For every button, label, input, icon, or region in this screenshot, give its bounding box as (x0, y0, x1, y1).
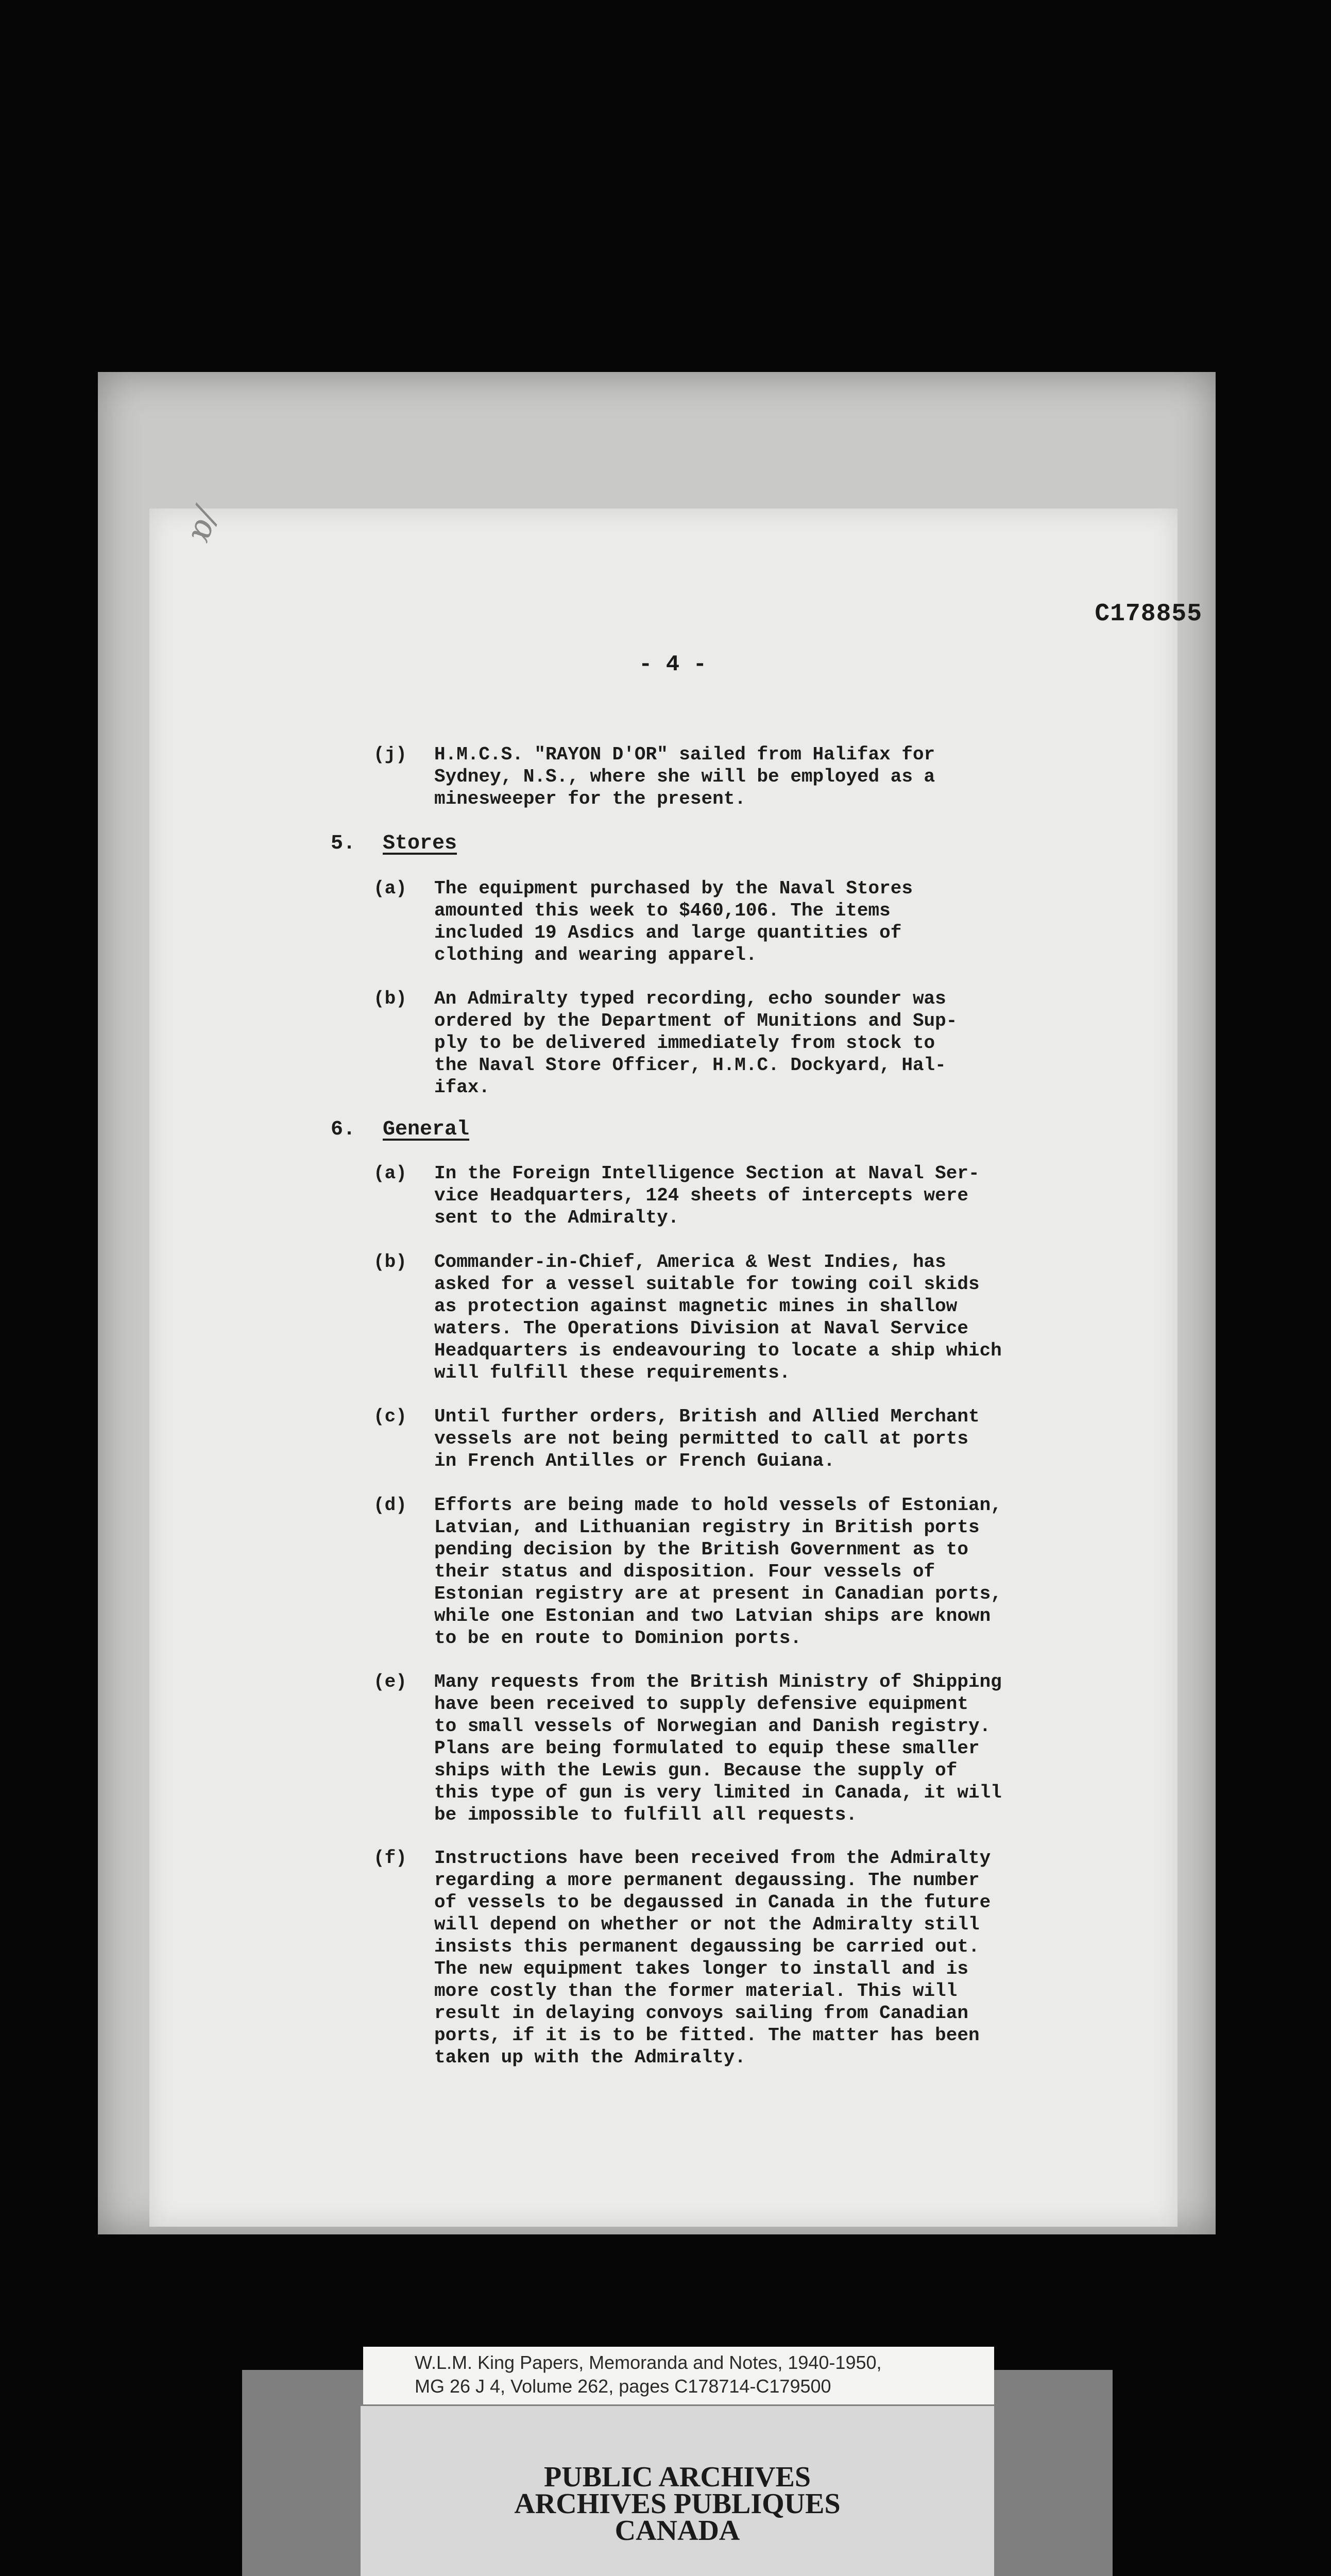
item-text-6c: Until further orders, British and Allied Merchant vessels are not being permitted to call at ports in French Antilles or French Guiana. (434, 1406, 980, 1471)
item-text-6f: Instructions have been received from the Admiralty regarding a more permanent degaussing. The number of vessels to be degaussed in Canada in the future will depend on whether or not the Admiralty still insists this permanent degaussing be carried out. The new equipment takes longer to install and is more costly than the former material. This will result in delaying convoys sailing from Canadian ports, if it is to be fitted. The matter has been taken up with the Admiralty. (434, 1848, 991, 2068)
handwritten-mark: ɒ/ (178, 502, 226, 548)
archive-reference-label (363, 2347, 994, 2404)
page-number: - 4 - (639, 652, 707, 677)
section-number-general: 6. (331, 1118, 356, 1141)
item-label-5b: (b) (373, 988, 407, 1009)
archive-label-line-2: MG 26 J 4, Volume 262, pages C178714-C179500 (415, 2376, 831, 2397)
item-label-6e: (e) (373, 1671, 407, 1692)
document-number: C178855 (1095, 600, 1202, 628)
stamp-line-2: ARCHIVES PUBLIQUES (514, 2488, 841, 2520)
archive-label-line-1: W.L.M. King Papers, Memoranda and Notes, 1940-1950, (415, 2352, 882, 2373)
item-text-6d: Efforts are being made to hold vessels of Estonian, Latvian, and Lithuanian registry in British ports pending decision by the British Government as to their status and disposition. Four vessels of Estonian registry are at present in Canadian ports, while one Estonian and two Latvian ships are known to be en route to Dominion ports. (434, 1495, 1002, 1649)
item-text-6e: Many requests from the British Ministry of Shipping have been received to supply defensive equipment to small vessels of Norwegian and Danish registry. Plans are being formulated to equip these smaller ships with the Lewis gun. Because the supply of this type of gun is very limited in Canada, it will be impossible to fulfill all requests. (434, 1671, 1002, 1825)
item-text-5b: An Admiralty typed recording, echo sounder was ordered by the Department of Munitions and Sup- ply to be delivered immediately from stock to the Naval Store Officer, H.M.C. Dockyard, Hal- ifax. (434, 988, 958, 1098)
item-text-j: H.M.C.S. "RAYON D'OR" sailed from Halifax for Sydney, N.S., where she will be employed as a minesweeper for the present. (434, 744, 935, 809)
archive-stamp (361, 2406, 994, 2576)
item-label-6b: (b) (373, 1251, 407, 1273)
item-label-6d: (d) (373, 1495, 407, 1516)
item-text-6b: Commander-in-Chief, America & West Indies, has asked for a vessel suitable for towing coil skids as protection against magnetic mines in shallow waters. The Operations Division at Naval Service Headquarters is endeavouring to locate a ship which will fulfill these requirements. (434, 1251, 1002, 1383)
section-number-stores: 5. (331, 832, 356, 855)
item-label-6a: (a) (373, 1163, 407, 1184)
item-label-6c: (c) (373, 1406, 407, 1427)
item-label-6f: (f) (373, 1848, 407, 1869)
item-label-j: (j) (373, 744, 407, 765)
stamp-line-3: CANADA (615, 2515, 740, 2547)
stamp-line-1: PUBLIC ARCHIVES (543, 2461, 811, 2493)
item-label-5a: (a) (373, 878, 407, 899)
section-title-stores: Stores (383, 832, 457, 855)
section-title-general: General (383, 1118, 470, 1141)
item-text-6a: In the Foreign Intelligence Section at Naval Ser- vice Headquarters, 124 sheets of intercepts were sent to the Admiralty. (434, 1163, 980, 1228)
item-text-5a: The equipment purchased by the Naval Stores amounted this week to $460,106. The items included 19 Asdics and large quantities of clothing and wearing apparel. (434, 878, 913, 965)
